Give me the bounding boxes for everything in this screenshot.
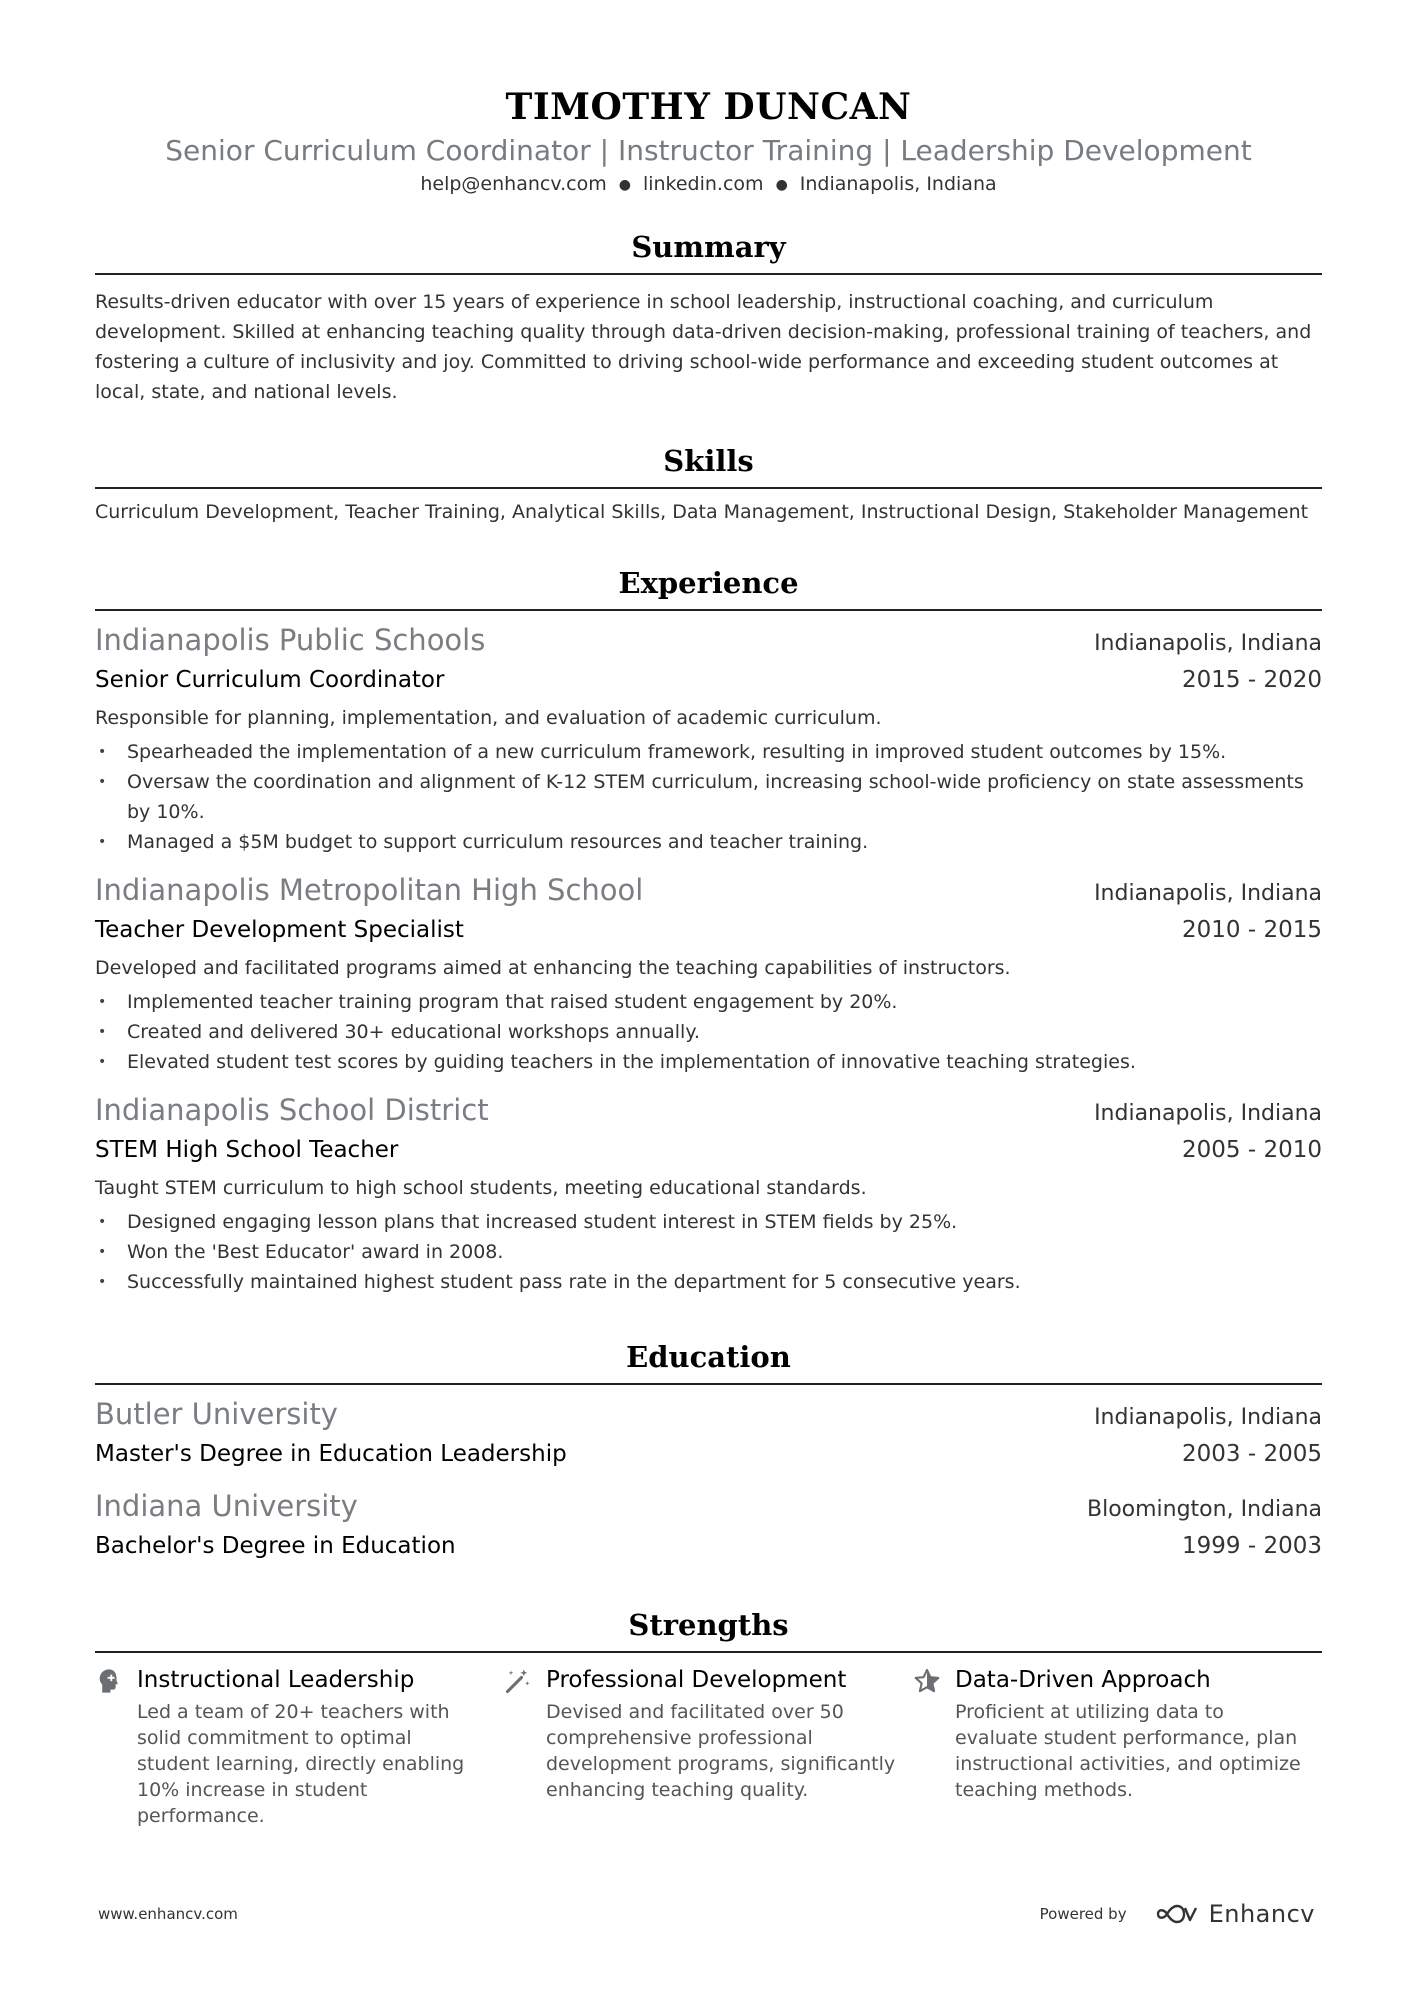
education-school: Butler University (95, 1396, 338, 1431)
candidate-title: Senior Curriculum Coordinator | Instructor Training | Leadership Development (165, 134, 1252, 167)
strengths-section (95, 1605, 1322, 1829)
section-title-skills: Skills (663, 443, 754, 478)
strength-title: Data-Driven Approach (955, 1666, 1211, 1693)
bullet-item: • Successfully maintained highest student pass rate in the department for 5 consecutive years. (95, 1267, 1322, 1297)
experience-location: Indianapolis, Indiana (1094, 630, 1322, 656)
contact-linkedin[interactable]: linkedin.com (642, 173, 764, 195)
separator-dot: ● (775, 176, 788, 193)
section-title-education: Education (626, 1339, 791, 1374)
skills-section (95, 441, 1322, 525)
education-dates: 1999 - 2003 (1182, 1532, 1322, 1559)
section-divider (95, 487, 1322, 489)
section-divider (95, 273, 1322, 275)
education-degree: Master's Degree in Education Leadership (95, 1440, 567, 1467)
powered-by (1040, 1900, 1315, 1928)
education-location: Bloomington, Indiana (1086, 1496, 1322, 1522)
section-divider (95, 1651, 1322, 1653)
bullet-item: • Implemented teacher training program that raised student engagement by 20%. (95, 987, 1322, 1017)
bullet-item: • Designed engaging lesson plans that increased student interest in STEM fields by 25%. (95, 1207, 1322, 1237)
contact-email[interactable]: help@enhancv.com (420, 173, 607, 195)
experience-location: Indianapolis, Indiana (1094, 1100, 1322, 1126)
strength-text: Proficient at utilizing data to evaluate student performance, plan instructional activities, and optimize teaching methods. (955, 1700, 1301, 1801)
footer-website-link[interactable]: www.enhancv.com (98, 1905, 238, 1923)
contact-line (95, 170, 1322, 199)
experience-role: Teacher Development Specialist (95, 916, 464, 943)
magic-wand-icon (504, 1663, 546, 1829)
section-title-summary: Summary (631, 229, 786, 264)
resume-header (95, 82, 1322, 199)
experience-bullets (95, 987, 1322, 1077)
head-icon (95, 1663, 137, 1829)
separator-dot: ● (618, 176, 631, 193)
candidate-name: TIMOTHY DUNCAN (505, 86, 912, 128)
bullet-item: • Elevated student test scores by guiding teachers in the implementation of innovative teaching strategies. (95, 1047, 1322, 1077)
education-section (95, 1337, 1322, 1565)
enhancv-logo[interactable] (1155, 1900, 1315, 1928)
experience-dates: 2015 - 2020 (1182, 666, 1322, 693)
experience-description: Developed and facilitated programs aimed at enhancing the teaching capabilities of instructors. (95, 956, 1011, 979)
strength-text: Led a team of 20+ teachers with solid commitment to optimal student learning, directly enabling 10% increase in student performance. (137, 1700, 465, 1827)
summary-text: Results-driven educator with over 15 years of experience in school leadership, instructional coaching, and curriculum development. Skilled at enhancing teaching quality through data-driven decision-making, professional training of teachers, and fostering a culture of inclusivity and joy. Committed to driving school-wide performance and exceeding student outcomes at local, state, and national levels. (95, 290, 1312, 403)
skills-text: Curriculum Development, Teacher Training, Analytical Skills, Data Management, Instructional Design, Stakeholder Management (95, 500, 1309, 523)
bullet-item: • Spearheaded the implementation of a new curriculum framework, resulting in improved student outcomes by 15%. (95, 737, 1322, 767)
experience-entry (95, 1091, 1322, 1297)
enhancv-logo-text: Enhancv (1208, 1900, 1315, 1928)
experience-role: STEM High School Teacher (95, 1136, 399, 1163)
experience-entry (95, 871, 1322, 1077)
strength-item (913, 1663, 1322, 1829)
strength-title: Instructional Leadership (137, 1666, 415, 1693)
strength-text: Devised and facilitated over 50 comprehensive professional development programs, significantly enhancing teaching quality. (546, 1700, 896, 1801)
experience-location: Indianapolis, Indiana (1094, 880, 1322, 906)
strength-item (95, 1663, 504, 1829)
education-location: Indianapolis, Indiana (1094, 1404, 1322, 1430)
bullet-item: • Won the 'Best Educator' award in 2008. (95, 1237, 1322, 1267)
experience-bullets (95, 1207, 1322, 1297)
bullet-item: • Created and delivered 30+ educational workshops annually. (95, 1017, 1322, 1047)
experience-bullets (95, 737, 1322, 857)
education-degree: Bachelor's Degree in Education (95, 1532, 456, 1559)
enhancv-logo-icon (1155, 1902, 1201, 1926)
section-title-experience: Experience (618, 565, 799, 600)
education-school: Indiana University (95, 1488, 358, 1523)
section-divider (95, 609, 1322, 611)
summary-section (95, 227, 1322, 407)
strength-title: Professional Development (546, 1666, 847, 1693)
education-dates: 2003 - 2005 (1182, 1440, 1322, 1467)
bullet-item: • Managed a $5M budget to support curriculum resources and teacher training. (95, 827, 1322, 857)
section-divider (95, 1383, 1322, 1385)
powered-by-label: Powered by (1039, 1905, 1127, 1923)
experience-org: Indianapolis Public Schools (95, 622, 486, 657)
experience-role: Senior Curriculum Coordinator (95, 666, 445, 693)
experience-description: Responsible for planning, implementation, and evaluation of academic curriculum. (95, 706, 882, 729)
experience-section (95, 563, 1322, 1297)
bullet-item: • Oversaw the coordination and alignment of K-12 STEM curriculum, increasing school-wide proficiency on state assessments by 10%. (95, 767, 1322, 827)
page-footer (98, 1900, 1315, 1928)
experience-dates: 2005 - 2010 (1182, 1136, 1322, 1163)
star-icon (913, 1663, 955, 1829)
experience-entry (95, 621, 1322, 857)
experience-org: Indianapolis Metropolitan High School (95, 872, 644, 907)
experience-description: Taught STEM curriculum to high school students, meeting educational standards. (95, 1176, 867, 1199)
experience-dates: 2010 - 2015 (1182, 916, 1322, 943)
education-entry (95, 1395, 1322, 1473)
contact-location: Indianapolis, Indiana (799, 173, 997, 195)
education-entry (95, 1487, 1322, 1565)
strength-item (504, 1663, 913, 1829)
experience-org: Indianapolis School District (95, 1092, 489, 1127)
section-title-strengths: Strengths (628, 1607, 789, 1642)
